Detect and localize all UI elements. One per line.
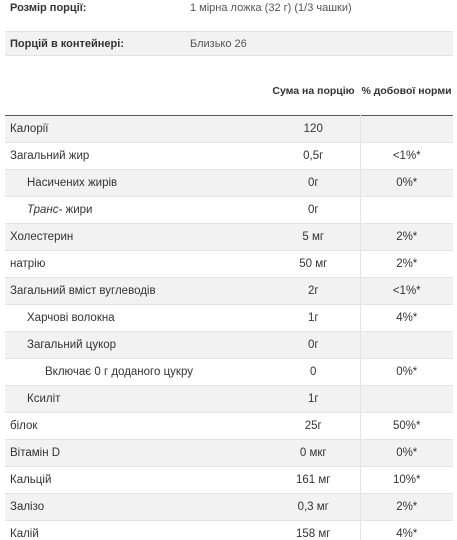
nutrition-table [5,68,453,540]
servings-per-container-row [5,32,453,56]
nutrient-daily-value [360,196,453,223]
nutrient-amount: 0г [267,196,360,223]
nutrient-daily-value: <1%* [360,142,453,169]
nutrient-name: Залізо [5,493,267,520]
serving-size-value: 1 мірна ложка (32 г) (1/3 чашки) [190,1,352,14]
nutrient-name [5,196,267,223]
nutrient-name: Загальний цукор [5,331,267,358]
nutrient-name: Насичених жирів [5,169,267,196]
servings-per-container-label: Порцій в контейнері: [10,37,124,50]
nutrient-amount: 1г [267,304,360,331]
table-row [5,331,453,358]
nutrient-daily-value: 4%* [360,304,453,331]
amount-per-serving-header: Сума на порцію [272,84,355,97]
nutrient-amount: 50 мг [267,250,360,277]
nutrient-amount: 2г [267,277,360,304]
table-row [5,169,453,196]
serving-size-row [5,0,453,32]
nutrient-daily-value: 2%* [360,223,453,250]
nutrient-amount: 161 мг [267,466,360,493]
nutrient-name: Калій [5,520,267,540]
nutrient-column-header [5,68,267,115]
nutrient-amount: 120 [267,115,360,142]
table-row [5,439,453,466]
nutrient-amount: 0 [267,358,360,385]
nutrient-daily-value [360,385,453,412]
nutrient-daily-value [360,331,453,358]
nutrient-daily-value: <1%* [360,277,453,304]
nutrient-name: Калорії [5,115,267,142]
nutrient-name: Загальний жир [5,142,267,169]
nutrient-amount: 0,5г [267,142,360,169]
table-row [5,115,453,142]
nutrient-amount: 25г [267,412,360,439]
table-row [5,466,453,493]
table-row [5,520,453,540]
serving-size-label: Розмір порції: [10,1,87,14]
nutrient-amount: 0г [267,169,360,196]
table-row [5,385,453,412]
nutrient-name: Включає 0 г доданого цукру [5,358,267,385]
nutrient-name: Ксиліт [5,385,267,412]
table-row [5,250,453,277]
nutrient-name: Холестерин [5,223,267,250]
nutrient-daily-value: 0%* [360,439,453,466]
nutrient-daily-value: 2%* [360,493,453,520]
nutrient-daily-value [360,115,453,142]
nutrient-amount: 0г [267,331,360,358]
nutrient-daily-value: 0%* [360,358,453,385]
table-row [5,358,453,385]
serving-info [5,0,453,56]
nutrient-name: натрію [5,250,267,277]
table-row [5,196,453,223]
table-row [5,493,453,520]
trans-suffix: жири [62,203,93,216]
nutrient-amount: 0 мкг [267,439,360,466]
nutrient-name: Вітамін D [5,439,267,466]
table-row [5,142,453,169]
nutrient-amount: 5 мг [267,223,360,250]
table-row [5,277,453,304]
nutrient-daily-value: 4%* [360,520,453,540]
nutrient-amount: 158 мг [267,520,360,540]
nutrient-daily-value: 10%* [360,466,453,493]
servings-per-container-value: Близько 26 [190,37,247,50]
table-row [5,304,453,331]
trans-prefix: Транс- [27,203,63,216]
nutrient-daily-value: 0%* [360,169,453,196]
nutrient-daily-value: 50%* [360,412,453,439]
nutrient-name: білок [5,412,267,439]
nutrient-name: Кальцій [5,466,267,493]
table-row [5,412,453,439]
daily-value-header: % добової норми [361,84,452,97]
nutrient-name: Харчові волокна [5,304,267,331]
table-row [5,223,453,250]
nutrition-header-row [5,68,453,115]
nutrient-daily-value: 2%* [360,250,453,277]
nutrient-name: Загальний вміст вуглеводів [5,277,267,304]
nutrient-amount: 1г [267,385,360,412]
nutrient-amount: 0,3 мг [267,493,360,520]
